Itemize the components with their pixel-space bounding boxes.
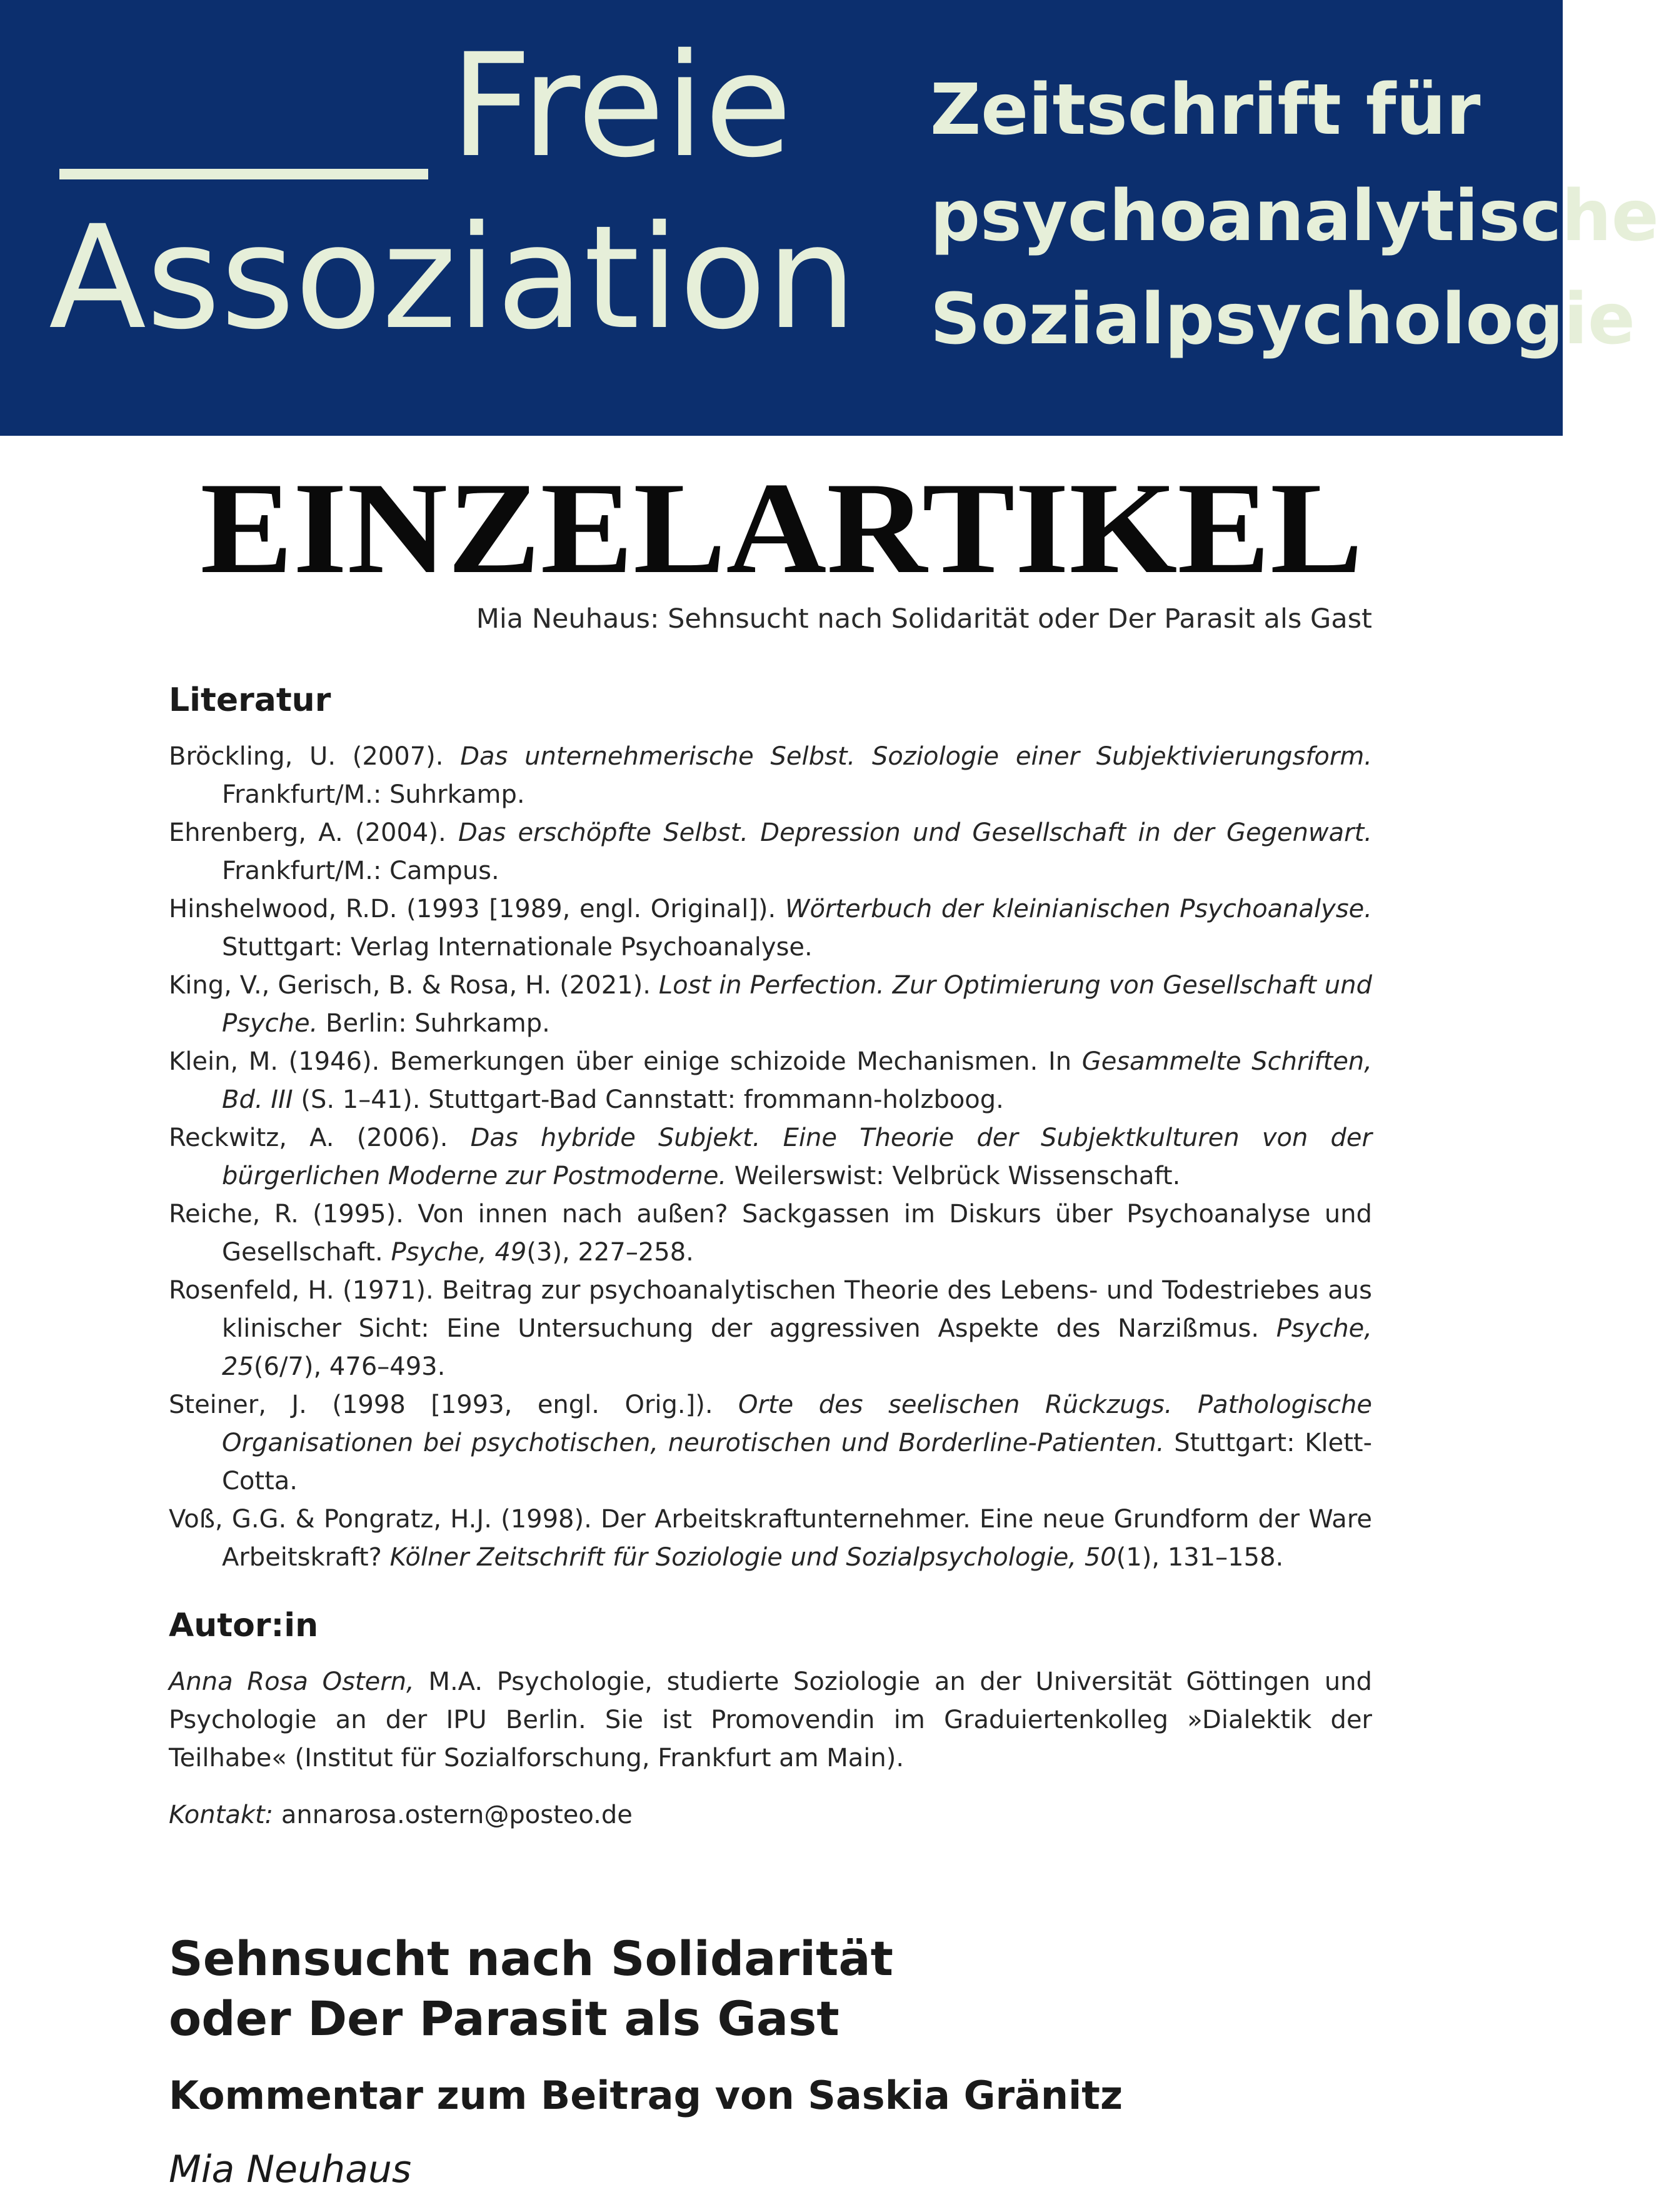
journal-subtitle-line3: Sozialpsychologie <box>930 279 1635 360</box>
reference-item: King, V., Gerisch, B. & Rosa, H. (2021). Lost in Perfection. Zur Optimierung von Gesellschaft und Psyche. Berlin: Suhrkamp. <box>169 971 1372 1038</box>
reference-item: Steiner, J. (1998 [1993, engl. Orig.]). Orte des seelischen Rückzugs. Pathologische Organisationen bei psychotischen, neurotischen und Borderline-Patienten. Stuttgart: Klett-Cotta. <box>169 1390 1372 1496</box>
contact-label: Kontakt: <box>169 1801 274 1829</box>
article-title-line1: Sehnsucht nach Solidarität <box>169 1931 893 1986</box>
reference-item: Reckwitz, A. (2006). Das hybride Subjekt. Eine Theorie der Subjektkulturen von der bürgerlichen Moderne zur Postmoderne. Weilerswist: Velbrück Wissenschaft. <box>169 1124 1372 1190</box>
contact-line <box>169 1801 633 1829</box>
reference-item: Rosenfeld, H. (1971). Beitrag zur psychoanalytischen Theorie des Lebens- und Todestriebes aus klinischer Sicht: Eine Untersuchung der aggressiven Aspekte des Narzißmus. Psyche, 25(6/7), 476–493. <box>169 1276 1372 1381</box>
reference-item: Hinshelwood, R.D. (1993 [1989, engl. Original]). Wörterbuch der kleinianischen Psychoanalyse. Stuttgart: Verlag Internationale Psychoanalyse. <box>169 895 1372 962</box>
running-head: Mia Neuhaus: Sehnsucht nach Solidarität oder Der Parasit als Gast <box>476 603 1372 635</box>
brand-title-line2: Assoziation <box>49 194 857 361</box>
literature-heading: Literatur <box>169 681 331 719</box>
reference-item: Voß, G.G. & Pongratz, H.J. (1998). Der Arbeitskraftunternehmer. Eine neue Grundform der Ware Arbeitskraft? Kölner Zeitschrift für Soziologie und Sozialpsychologie, 50(1), 131–158. <box>169 1505 1372 1572</box>
journal-subtitle-line1: Zeitschrift für <box>930 69 1481 151</box>
brand-title-line1: Freie <box>450 23 793 189</box>
reference-item: Ehrenberg, A. (2004). Das erschöpfte Selbst. Depression und Gesellschaft in der Gegenwart. Frankfurt/M.: Campus. <box>169 818 1372 885</box>
article-author: Mia Neuhaus <box>169 2148 412 2191</box>
journal-banner <box>0 0 1659 436</box>
journal-subtitle-line2: psychoanalytische <box>930 176 1659 257</box>
page-heading: EINZELARTIKEL <box>200 456 1363 601</box>
article-title-line2: oder Der Parasit als Gast <box>169 1991 840 2046</box>
reference-item: Reiche, R. (1995). Von innen nach außen? Sackgassen im Diskurs über Psychoanalyse und Gesellschaft. Psyche, 49(3), 227–258. <box>169 1200 1372 1267</box>
author-name: Anna Rosa Ostern, <box>169 1667 414 1696</box>
reference-item: Klein, M. (1946). Bemerkungen über einige schizoide Mechanismen. In Gesammelte Schriften, Bd. III (S. 1–41). Stuttgart-Bad Cannstatt: frommann-holzboog. <box>169 1047 1372 1114</box>
author-heading: Autor:in <box>169 1607 319 1644</box>
reference-item: Bröckling, U. (2007). Das unternehmerische Selbst. Soziologie einer Subjektivierungsform. Frankfurt/M.: Suhrkamp. <box>169 742 1372 809</box>
article-subtitle: Kommentar zum Beitrag von Saskia Gränitz <box>169 2073 1123 2118</box>
article-title <box>169 1929 893 2049</box>
reference-list <box>169 738 1372 1577</box>
contact-email: annarosa.ostern@posteo.de <box>273 1801 633 1829</box>
author-bio: Anna Rosa Ostern, M.A. Psychologie, studierte Soziologie an der Universität Göttingen und Psychologie an der IPU Berlin. Sie ist Promovendin im Graduiertenkolleg »Dialektik der Teilhabe« (Institut für Sozialforschung, Frankfurt am Main). <box>169 1667 1373 1772</box>
banner-rule <box>59 169 428 179</box>
